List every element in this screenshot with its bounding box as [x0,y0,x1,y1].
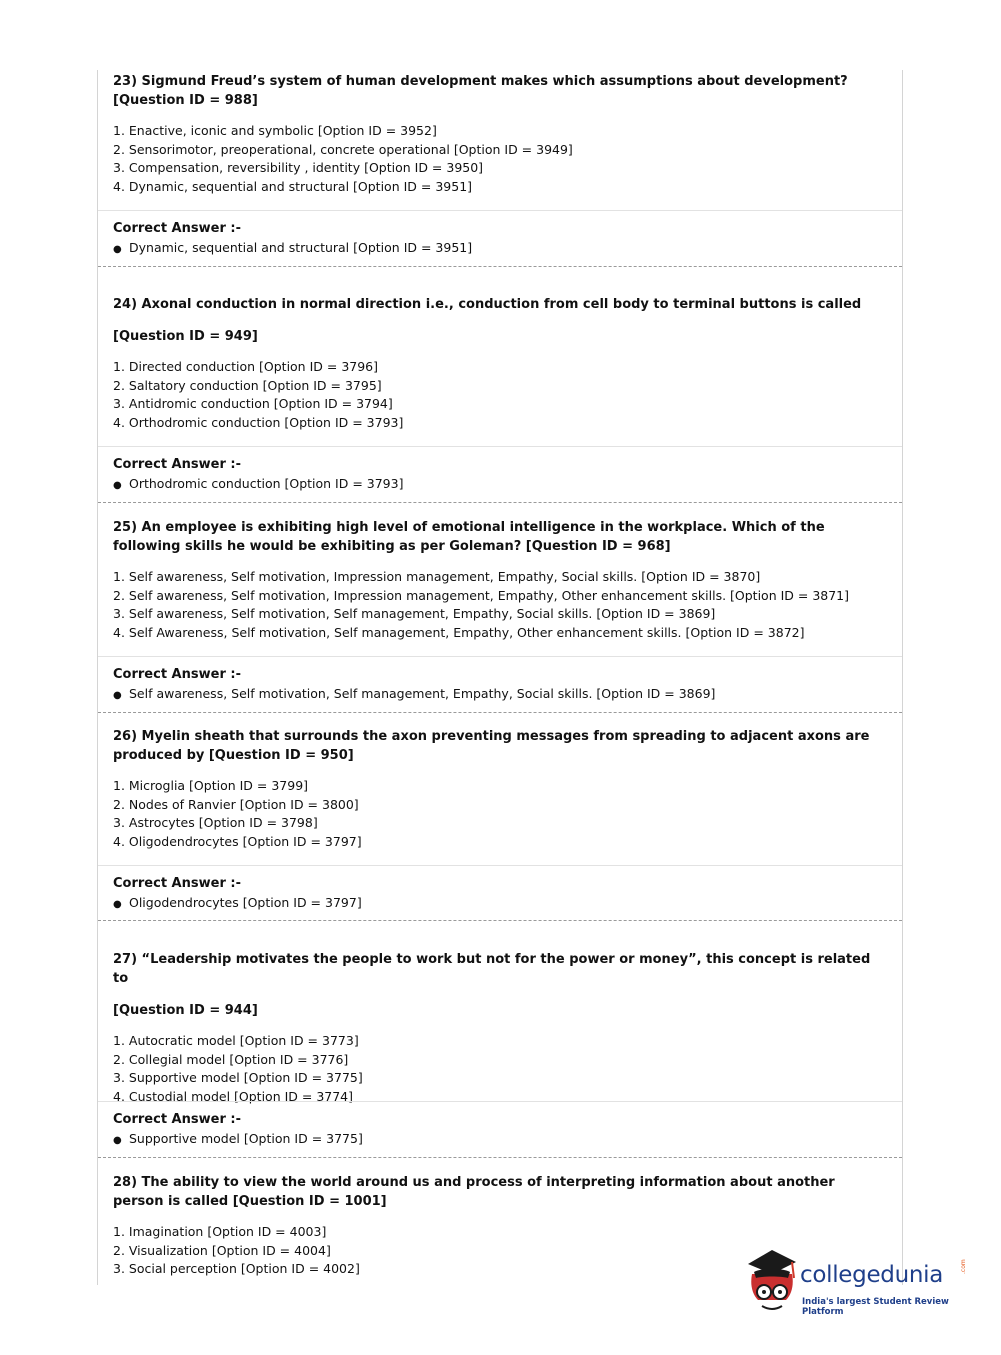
question-id: [Question ID = 949] [113,329,258,344]
answer-label: Correct Answer :- [113,221,241,236]
option-list [113,358,886,432]
option: 1. Enactive, iconic and symbolic [Option ID = 3952] [113,123,437,138]
question-title: 26) Myelin sheath that surrounds the axon preventing messages from spreading to adjacent axons are produced by [Question ID = 950] [113,729,870,763]
question-separator [98,266,902,267]
answer-value: ● Dynamic, sequential and structural [Option ID = 3951] [113,238,886,260]
option-list [113,568,886,642]
question-25 [98,518,902,642]
answer-label: Correct Answer :- [113,667,241,682]
question-27 [98,950,902,1106]
answer-label: Correct Answer :- [113,1112,241,1127]
question-separator [98,502,902,503]
question-title: 23) Sigmund Freud’s system of human development makes which assumptions about development? [Question ID = 988] [113,74,848,108]
option: 2. Saltatory conduction [Option ID = 3795] [113,377,382,393]
question-paper [97,70,903,1285]
question-26 [98,727,902,851]
bullet-icon: ● [113,480,122,491]
bullet-icon: ● [113,690,122,701]
logo-tagline: India's largest Student Review Platform [802,1297,949,1317]
option: 1. Self awareness, Self motivation, Impression management, Empathy, Social skills. [Option ID = 3870] [113,569,761,584]
answer-label: Correct Answer :- [113,876,241,891]
option: 1. Imagination [Option ID = 4003] [113,1224,327,1239]
option: 3. Compensation, reversibility , identity [Option ID = 3950] [113,160,484,175]
answer-27 [98,1101,902,1151]
option: 2. Visualization [Option ID = 4004] [113,1242,331,1258]
answer-label: Correct Answer :- [113,457,241,472]
option: 3. Self awareness, Self motivation, Self management, Empathy, Social skills. [Option ID = 3869] [113,606,716,621]
question-title: 28) The ability to view the world around us and process of interpreting information about another person is called [Question ID = 1001] [113,1175,835,1209]
option: 3. Astrocytes [Option ID = 3798] [113,815,318,830]
option: 2. Sensorimotor, preoperational, concrete operational [Option ID = 3949] [113,141,573,157]
option: 1. Microglia [Option ID = 3799] [113,778,309,793]
answer-value: ● Self awareness, Self motivation, Self management, Empathy, Social skills. [Option ID = 3869] [113,684,886,706]
question-title: 24) Axonal conduction in normal direction i.e., conduction from cell body to terminal buttons is called [113,297,862,312]
logo-wordmark: collegedunia [800,1262,944,1288]
option: 2. Collegial model [Option ID = 3776] [113,1051,349,1067]
question-separator [98,1157,902,1158]
bullet-icon: ● [113,1135,122,1146]
answer-value: ● Supportive model [Option ID = 3775] [113,1129,886,1151]
option: 4. Oligodendrocytes [Option ID = 3797] [113,833,362,849]
collegedunia-logo [742,1248,972,1318]
bullet-icon: ● [113,899,122,910]
question-23 [98,70,902,196]
option: 2. Self awareness, Self motivation, Impression management, Empathy, Other enhancement skills. [Option ID = 3871] [113,587,850,603]
answer-value: ● Oligodendrocytes [Option ID = 3797] [113,893,886,915]
option-list [113,1032,886,1106]
question-id: [Question ID = 944] [113,1003,258,1018]
answer-24 [98,446,902,496]
question-title: 25) An employee is exhibiting high level of emotional intelligence in the workplace. Which of the following skills he would be exhibiting as per Goleman? [Question ID = 968] [113,520,825,554]
option: 3. Antidromic conduction [Option ID = 3794] [113,396,393,411]
option: 3. Social perception [Option ID = 4002] [113,1261,360,1276]
option-list [113,777,886,851]
mascot-icon [742,1248,802,1318]
option: 4. Dynamic, sequential and structural [Option ID = 3951] [113,178,473,194]
answer-23 [98,210,902,260]
option: 4. Self Awareness, Self motivation, Self management, Empathy, Other enhancement skills. [Option ID = 3872] [113,624,805,640]
option: 2. Nodes of Ranvier [Option ID = 3800] [113,796,359,812]
option: 4. Orthodromic conduction [Option ID = 3793] [113,414,404,430]
option: 1. Directed conduction [Option ID = 3796] [113,359,379,374]
logo-suffix: .com [960,1259,967,1274]
bullet-icon: ● [113,244,122,255]
question-separator [98,920,902,921]
answer-25 [98,656,902,706]
question-separator [98,712,902,713]
option: 1. Autocratic model [Option ID = 3773] [113,1033,359,1048]
question-24 [98,295,902,432]
option-list [113,122,886,196]
answer-value: ● Orthodromic conduction [Option ID = 3793] [113,474,886,496]
question-title: 27) “Leadership motivates the people to work but not for the power or money”, this concept is related to [113,952,871,986]
option: 3. Supportive model [Option ID = 3775] [113,1070,363,1085]
option: 4. Custodial model [Option ID = 3774] [113,1088,354,1104]
answer-26 [98,865,902,915]
